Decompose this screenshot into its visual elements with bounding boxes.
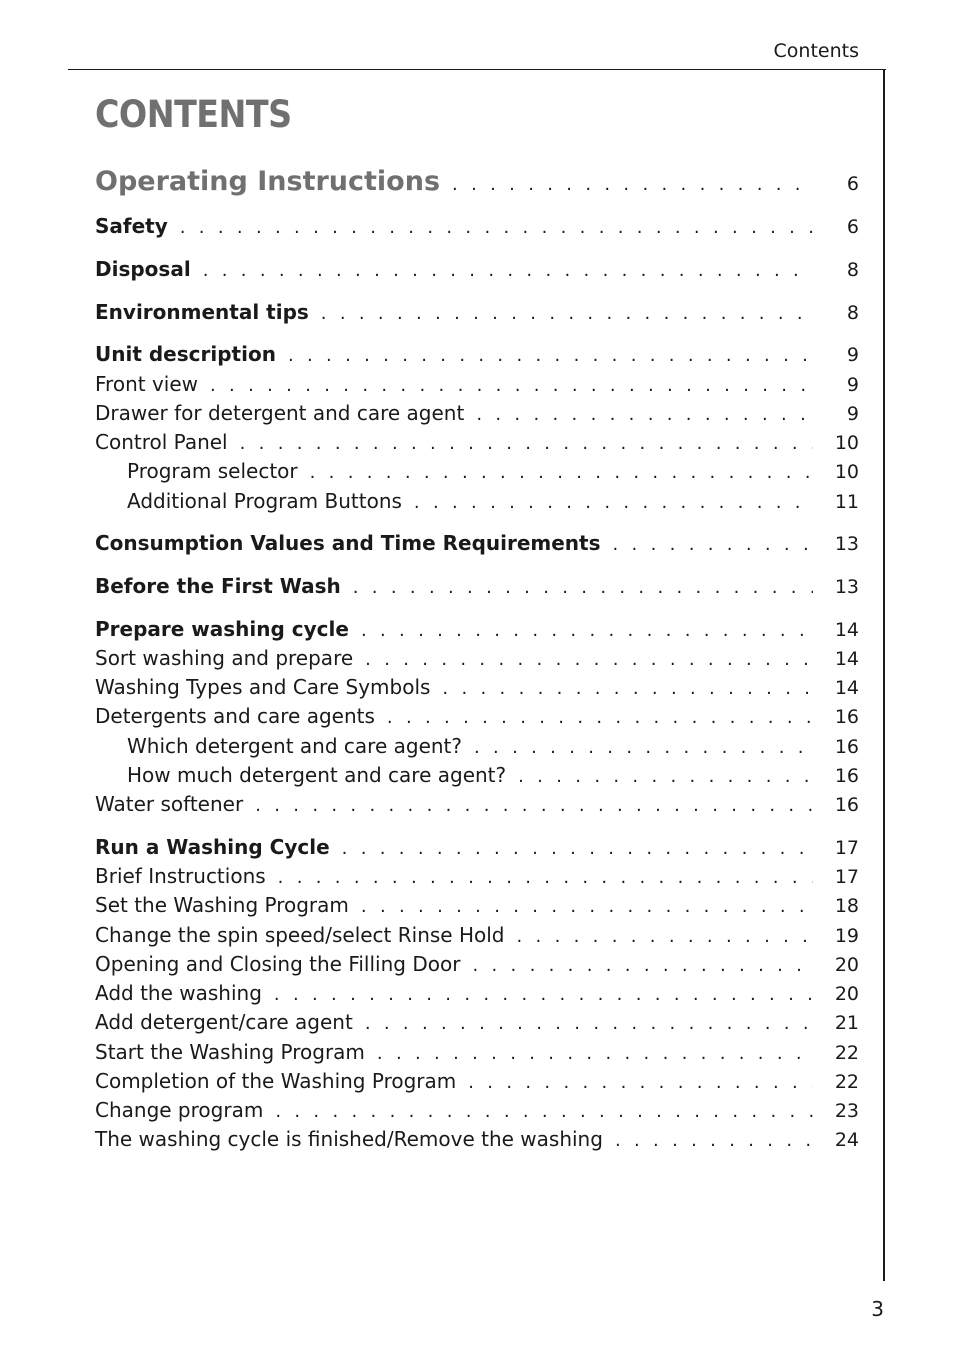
toc-leader-dots: [518, 766, 813, 787]
toc-entry-label: Water softener: [95, 792, 244, 816]
toc-leader-dots: [474, 737, 813, 758]
toc-entry-page: 22: [834, 1071, 859, 1093]
toc-entry-page: 13: [834, 576, 859, 598]
toc-leader-dots: [613, 534, 813, 555]
toc-entry-label: Additional Program Buttons: [127, 489, 402, 513]
toc-leader-dots: [321, 303, 813, 324]
toc-entry-washing-cycle-finished[interactable]: [95, 1127, 859, 1155]
toc-entry-page: 14: [834, 648, 859, 670]
toc-entry-water-softener[interactable]: [95, 792, 859, 820]
toc-entry-label: Operating Instructions: [95, 166, 441, 197]
toc-entry-page: 16: [834, 736, 859, 758]
toc-entry-label: Consumption Values and Time Requirements: [95, 531, 601, 555]
page-number: 3: [871, 1297, 884, 1321]
toc-entry-label: Detergents and care agents: [95, 704, 375, 728]
toc-leader-dots: [472, 955, 813, 976]
toc-entry-page: 6: [846, 173, 859, 195]
toc-entry-operating-instructions[interactable]: [95, 166, 859, 197]
toc-entry-page: 6: [846, 216, 859, 238]
toc-entry-washing-types[interactable]: [95, 675, 859, 703]
toc-leader-dots: [387, 707, 813, 728]
toc-entry-page: 14: [834, 677, 859, 699]
toc-entry-page: 19: [834, 925, 859, 947]
toc-entry-additional-program-buttons[interactable]: [127, 489, 859, 517]
toc-entry-page: 21: [834, 1012, 859, 1034]
toc-entry-label: Environmental tips: [95, 300, 309, 324]
toc-entry-prepare-washing-cycle[interactable]: [95, 617, 859, 645]
toc-entry-page: 10: [834, 461, 859, 483]
toc-entry-change-program[interactable]: [95, 1098, 859, 1126]
toc-entry-set-washing-program[interactable]: [95, 893, 859, 921]
toc-entry-page: 13: [834, 533, 859, 555]
toc-entry-page: 16: [834, 706, 859, 728]
toc-entry-page: 17: [834, 837, 859, 859]
toc-entry-run-washing-cycle[interactable]: [95, 835, 859, 863]
toc-entry-label: Opening and Closing the Filling Door: [95, 952, 461, 976]
toc-entry-page: 16: [834, 765, 859, 787]
toc-entry-control-panel[interactable]: [95, 430, 859, 458]
toc-entry-which-detergent[interactable]: [127, 734, 859, 762]
toc-entry-change-spin-speed[interactable]: [95, 923, 859, 951]
toc-entry-detergents[interactable]: [95, 704, 859, 732]
toc-entry-label: Start the Washing Program: [95, 1040, 365, 1064]
toc-entry-page: 9: [846, 344, 859, 366]
toc-entry-front-view[interactable]: [95, 372, 859, 400]
toc-leader-dots: [278, 867, 813, 888]
toc-entry-add-washing[interactable]: [95, 981, 859, 1009]
toc-leader-dots: [210, 375, 813, 396]
toc-entry-label: Drawer for detergent and care agent: [95, 401, 465, 425]
toc-entry-page: 8: [846, 259, 859, 281]
page-title: CONTENTS: [95, 93, 292, 136]
toc-entry-label: Disposal: [95, 257, 191, 281]
toc-entry-page: 17: [834, 866, 859, 888]
toc-leader-dots: [255, 795, 813, 816]
running-header: Contents: [773, 40, 859, 62]
toc-leader-dots: [414, 492, 813, 513]
toc-entry-unit-description[interactable]: [95, 342, 859, 370]
toc-entry-completion-washing-program[interactable]: [95, 1069, 859, 1097]
toc-entry-label: Run a Washing Cycle: [95, 835, 330, 859]
toc-leader-dots: [365, 649, 813, 670]
toc-entry-label: Washing Types and Care Symbols: [95, 675, 431, 699]
toc-entry-label: Completion of the Washing Program: [95, 1069, 457, 1093]
toc-entry-label: Prepare washing cycle: [95, 617, 349, 641]
toc-entry-label: Sort washing and prepare: [95, 646, 354, 670]
toc-entry-page: 10: [834, 432, 859, 454]
toc-entry-how-much-detergent[interactable]: [127, 763, 859, 791]
toc-entry-label: Unit description: [95, 342, 276, 366]
toc-leader-dots: [517, 926, 814, 947]
toc-leader-dots: [442, 678, 813, 699]
toc-entry-label: The washing cycle is finished/Remove the washing: [95, 1127, 603, 1151]
toc-entry-page: 8: [846, 302, 859, 324]
toc-entry-label: Which detergent and care agent?: [127, 734, 462, 758]
toc-entry-environmental-tips[interactable]: [95, 300, 859, 328]
toc-leader-dots: [310, 462, 813, 483]
toc-entry-label: Add the washing: [95, 981, 262, 1005]
toc-entry-consumption-values[interactable]: [95, 531, 859, 559]
toc-leader-dots: [377, 1043, 813, 1064]
toc-entry-page: 24: [834, 1129, 859, 1151]
toc-entry-page: 16: [834, 794, 859, 816]
toc-entry-label: Front view: [95, 372, 198, 396]
toc-leader-dots: [180, 217, 813, 238]
toc-leader-dots: [476, 404, 813, 425]
toc-entry-start-washing-program[interactable]: [95, 1040, 859, 1068]
toc-entry-safety[interactable]: [95, 214, 859, 242]
toc-leader-dots: [615, 1130, 813, 1151]
toc-entry-label: Add detergent/care agent: [95, 1010, 353, 1034]
toc-leader-dots: [468, 1072, 813, 1093]
toc-entry-program-selector[interactable]: [127, 459, 859, 487]
side-rule: [883, 69, 885, 1281]
toc-entry-page: 18: [834, 895, 859, 917]
toc-leader-dots: [353, 577, 813, 598]
toc-leader-dots: [361, 620, 813, 641]
toc-entry-page: 20: [834, 983, 859, 1005]
toc-entry-label: Control Panel: [95, 430, 228, 454]
toc-entry-add-detergent[interactable]: [95, 1010, 859, 1038]
toc-leader-dots: [288, 345, 813, 366]
toc-entry-label: Brief Instructions: [95, 864, 266, 888]
toc-leader-dots: [203, 260, 813, 281]
toc-entry-label: Set the Washing Program: [95, 893, 349, 917]
toc-leader-dots: [361, 896, 813, 917]
toc-leader-dots: [452, 174, 813, 195]
toc-entry-page: 23: [834, 1100, 859, 1122]
toc-entry-brief-instructions[interactable]: [95, 864, 859, 892]
toc-entry-label: Safety: [95, 214, 168, 238]
header-rule: [68, 69, 886, 70]
toc-leader-dots: [342, 838, 813, 859]
toc-leader-dots: [365, 1013, 813, 1034]
toc-entry-before-first-wash[interactable]: [95, 574, 859, 602]
toc-entry-disposal[interactable]: [95, 257, 859, 285]
toc-entry-label: Change the spin speed/select Rinse Hold: [95, 923, 505, 947]
toc-entry-filling-door[interactable]: [95, 952, 859, 980]
toc-entry-sort-washing[interactable]: [95, 646, 859, 674]
toc-leader-dots: [275, 1101, 813, 1122]
toc-entry-label: Before the First Wash: [95, 574, 341, 598]
toc-entry-page: 20: [834, 954, 859, 976]
toc-entry-page: 9: [846, 374, 859, 396]
toc-entry-page: 22: [834, 1042, 859, 1064]
toc-entry-page: 14: [834, 619, 859, 641]
toc-entry-label: How much detergent and care agent?: [127, 763, 507, 787]
toc-entry-page: 11: [834, 491, 859, 513]
toc-entry-label: Program selector: [127, 459, 298, 483]
toc-leader-dots: [240, 433, 813, 454]
toc-entry-label: Change program: [95, 1098, 264, 1122]
toc-entry-drawer[interactable]: [95, 401, 859, 429]
toc-entry-page: 9: [846, 403, 859, 425]
toc-leader-dots: [274, 984, 813, 1005]
